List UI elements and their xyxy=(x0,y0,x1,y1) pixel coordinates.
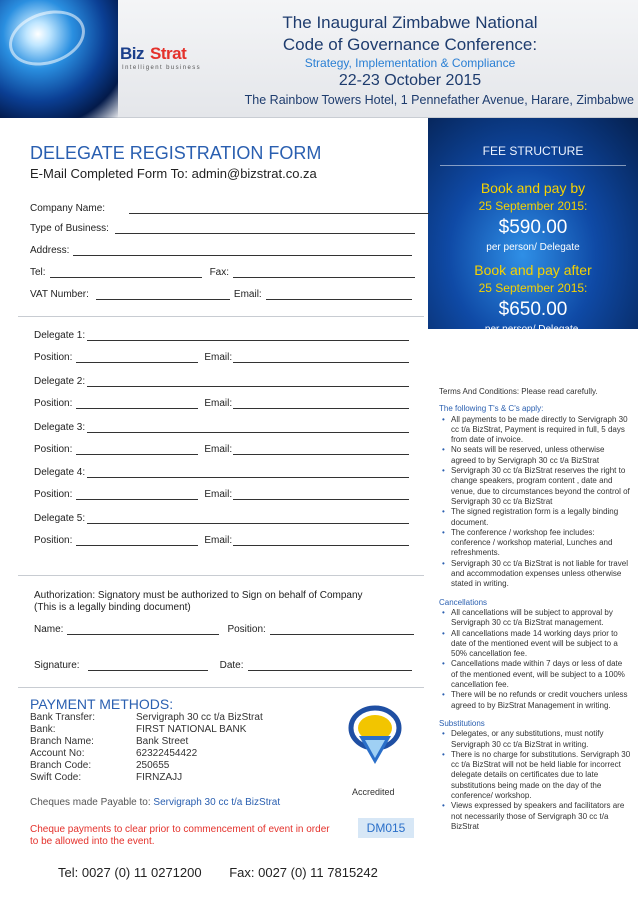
cheque-warning: Cheque payments to clear prior to commencement of event in order to be allowed into the event. xyxy=(30,824,330,847)
delegate-email-label: Email: xyxy=(204,398,233,409)
payment-title: PAYMENT METHODS: xyxy=(30,696,174,712)
delegate-label: Delegate 1: xyxy=(34,330,86,341)
payment-key: Branch Name: xyxy=(30,736,94,747)
delegate-name-field[interactable] xyxy=(87,467,409,478)
delegate-position-field[interactable] xyxy=(76,352,198,363)
conference-venue: The Rainbow Towers Hotel, 1 Pennefather Avenue, Harare, Zimbabwe xyxy=(244,93,634,107)
delegate-position-label: Position: xyxy=(34,444,73,455)
substitutions-heading: Substitutions xyxy=(439,718,485,728)
company-field[interactable] xyxy=(129,203,429,214)
company-email-label: Email: xyxy=(233,289,262,300)
early-date: 25 September 2015: xyxy=(478,199,588,213)
fax-label: Fax: xyxy=(209,267,230,278)
delegate-label: Delegate 3: xyxy=(34,422,86,433)
title-line-2: Code of Governance Conference: xyxy=(282,35,538,54)
address-row xyxy=(30,245,412,256)
tel-fax-row xyxy=(30,267,415,278)
late-amount: $650.00 xyxy=(498,299,568,320)
fax-number: Fax: 0027 (0) 11 7815242 xyxy=(229,865,378,880)
payment-row xyxy=(30,736,330,748)
date-label: Date: xyxy=(219,660,244,671)
terms-item: • The signed registration form is a legally binding document. xyxy=(441,507,631,528)
terms-item: • The conference / workshop fee includes: conference / workshop material, Lunches and refreshments. xyxy=(441,528,631,559)
delegate-name-field[interactable] xyxy=(87,513,409,524)
accredited-label: Accredited xyxy=(352,787,395,797)
signature-row xyxy=(34,660,412,671)
services-seta-seal xyxy=(345,700,405,780)
terms-apply: The following T's & C's apply: xyxy=(439,404,544,414)
section-divider xyxy=(18,687,424,688)
terms-item: • All payments to be made directly to Servigraph 30 cc t/a BizStrat, Payment is required in full, 5 days from date of invoice. xyxy=(441,415,631,446)
payment-value: 62322454422 xyxy=(136,748,198,759)
header-art xyxy=(0,0,118,118)
delegate-label: Delegate 5: xyxy=(34,513,86,524)
delegate-label: Delegate 2: xyxy=(34,376,86,387)
payment-value: FIRNZAJJ xyxy=(136,772,183,783)
delegate-position-label: Position: xyxy=(34,535,73,546)
section-divider xyxy=(18,316,424,317)
delegate-position-row xyxy=(34,352,409,363)
cancellations-list xyxy=(439,608,631,711)
fee-divider xyxy=(440,165,626,166)
tel-field[interactable] xyxy=(50,267,202,278)
payment-value: Bank Street xyxy=(136,736,189,747)
auth-line-2: (This is a legally binding document) xyxy=(34,602,191,613)
vat-field[interactable] xyxy=(96,289,230,300)
payment-key: Branch Code: xyxy=(30,760,92,771)
conference-title xyxy=(190,12,630,56)
delegate-position-field[interactable] xyxy=(76,489,198,500)
form-title: DELEGATE REGISTRATION FORM xyxy=(30,143,322,163)
cheque-label: Cheques made Payable to: xyxy=(30,797,151,808)
auth-line-1: Authorization: Signatory must be authorized to Sign on behalf of Company xyxy=(34,590,363,601)
delegate-name-field[interactable] xyxy=(87,422,409,433)
terms-item: • There will be no refunds or credit vouchers unless agreed to by BizStrat Management in writing. xyxy=(441,690,631,711)
business-field[interactable] xyxy=(115,223,415,234)
late-per: per person/ Delegate. xyxy=(484,324,582,335)
payment-row xyxy=(30,748,330,760)
delegate-email-field[interactable] xyxy=(233,489,409,500)
payment-row xyxy=(30,760,330,772)
delegate-label: Delegate 4: xyxy=(34,467,86,478)
terms-item: • Delegates, or any substitutions, must notify Servigraph 30 cc t/a BizStrat in writing. xyxy=(441,729,631,750)
terms-item: • Servigraph 30 cc t/a BizStrat is not liable for travel and accommodation expenses unless otherwise stated in writing. xyxy=(441,559,631,590)
terms-item: • There is no charge for substitutions. Servigraph 30 cc t/a BizStrat will not be held liable for incorrect delegate details on certificates due to late substitutions being made on the day of the conference/ workshop. xyxy=(441,750,631,801)
cancellations-heading: Cancellations xyxy=(439,597,488,607)
delegate-position-row xyxy=(34,444,409,455)
delegate-position-row xyxy=(34,398,409,409)
payment-rows xyxy=(30,712,330,784)
delegate-row xyxy=(34,513,409,524)
auth-name-row xyxy=(34,624,414,635)
delegate-position-label: Position: xyxy=(34,352,73,363)
signature-label: Signature: xyxy=(34,660,80,671)
terms-item: • Views expressed by speakers and facilitators are not necessarily those of Servigraph 30 cc t/a BizStrat xyxy=(441,801,631,832)
delegate-email-field[interactable] xyxy=(233,352,409,363)
tel-label: Tel: xyxy=(30,267,46,278)
delegate-row xyxy=(34,422,409,433)
business-row xyxy=(30,223,415,234)
early-label: Book and pay by xyxy=(480,180,586,196)
payment-value: Servigraph 30 cc t/a BizStrat xyxy=(136,712,263,723)
conference-subtitle: Strategy, Implementation & Compliance xyxy=(304,56,516,70)
payment-row xyxy=(30,724,330,736)
auth-position-field[interactable] xyxy=(270,624,414,635)
name-field[interactable] xyxy=(67,624,219,635)
logo-strat: Strat xyxy=(150,44,187,63)
delegate-email-field[interactable] xyxy=(233,398,409,409)
terms-list xyxy=(439,415,631,590)
terms-item: • Servigraph 30 cc t/a BizStrat reserves the right to change speakers, program content , date and venue, due to circumstances beyond the control of Servigraph 30 cc t/a BizStrat xyxy=(441,466,631,507)
address-field[interactable] xyxy=(73,245,412,256)
substitutions-list xyxy=(439,729,631,832)
delegate-email-label: Email: xyxy=(204,444,233,455)
auth-position-label: Position: xyxy=(227,624,266,635)
delegate-name-field[interactable] xyxy=(87,376,409,387)
terms-item: • Cancellations made within 7 days or less of date of the mentioned event, will be subject to a 100% cancellation fee. xyxy=(441,659,631,690)
dm-code-badge: DM015 xyxy=(358,818,414,838)
payment-key: Swift Code: xyxy=(30,772,82,783)
delegate-row xyxy=(34,467,409,478)
delegate-email-label: Email: xyxy=(204,352,233,363)
delegate-email-label: Email: xyxy=(204,489,233,500)
payment-key: Bank Transfer: xyxy=(30,712,96,723)
delegate-position-field[interactable] xyxy=(76,398,198,409)
delegate-position-row xyxy=(34,535,409,546)
header-banner xyxy=(0,0,638,118)
title-line-1: The Inaugural Zimbabwe National xyxy=(282,13,538,32)
terms-item: • No seats will be reserved, unless otherwise agreed to by Servigraph 30 cc t/a BizStrat xyxy=(441,445,631,466)
delegate-name-field[interactable] xyxy=(87,330,409,341)
delegate-email-field[interactable] xyxy=(233,535,409,546)
company-label: Company Name: xyxy=(30,203,106,214)
name-label: Name: xyxy=(34,624,64,635)
fax-field[interactable] xyxy=(233,267,415,278)
delegate-email-field[interactable] xyxy=(233,444,409,455)
payment-key: Account No: xyxy=(30,748,85,759)
logo-tagline: Intelligent business xyxy=(122,65,202,71)
delegate-row xyxy=(34,376,409,387)
delegate-position-label: Position: xyxy=(34,489,73,500)
early-amount: $590.00 xyxy=(498,217,568,238)
signature-field[interactable] xyxy=(88,660,208,671)
payment-row xyxy=(30,772,330,784)
payment-key: Bank: xyxy=(30,724,56,735)
delegate-email-label: Email: xyxy=(204,535,233,546)
vat-email-row xyxy=(30,289,412,300)
fee-structure-panel xyxy=(428,118,638,335)
terms-item: • All cancellations will be subject to approval by Servigraph 30 cc t/a BizStrat management. xyxy=(441,608,631,629)
fee-title: FEE STRUCTURE xyxy=(482,144,584,158)
payment-value: FIRST NATIONAL BANK xyxy=(136,724,247,735)
logo-biz: Biz xyxy=(120,44,144,63)
phone-number: Tel: 0027 (0) 11 0271200 xyxy=(58,865,202,880)
payment-methods xyxy=(30,696,330,784)
payment-value: 250655 xyxy=(136,760,170,771)
delegate-row xyxy=(34,330,409,341)
section-divider xyxy=(18,575,424,576)
authorization-note xyxy=(34,590,363,614)
payment-row xyxy=(30,712,330,724)
business-label: Type of Business: xyxy=(30,223,109,234)
late-date: 25 September 2015: xyxy=(478,281,588,295)
terms-item: • All cancellations made 14 working days prior to date of the mentioned event will be subject to a 50% cancellation fee. xyxy=(441,629,631,660)
delegate-position-row xyxy=(34,489,409,500)
date-field[interactable] xyxy=(248,660,412,671)
terms-and-conditions xyxy=(439,387,631,832)
delegate-position-field[interactable] xyxy=(76,535,198,546)
cheque-value: Servigraph 30 cc t/a BizStrat xyxy=(153,797,281,808)
company-row xyxy=(30,203,429,214)
conference-dates: 22-23 October 2015 xyxy=(338,72,482,89)
delegate-position-label: Position: xyxy=(34,398,73,409)
company-email-field[interactable] xyxy=(266,289,412,300)
form-email-instruction: E-Mail Completed Form To: admin@bizstrat.co.za xyxy=(30,166,317,181)
contact-line xyxy=(58,865,378,880)
late-label: Book and pay after xyxy=(474,262,592,278)
cheque-payable xyxy=(30,797,280,808)
terms-heading: Terms And Conditions: Please read carefully. xyxy=(439,387,598,396)
delegate-position-field[interactable] xyxy=(76,444,198,455)
vat-label: VAT Number: xyxy=(30,289,89,300)
early-per: per person/ Delegate xyxy=(486,242,580,253)
address-label: Address: xyxy=(30,245,70,256)
